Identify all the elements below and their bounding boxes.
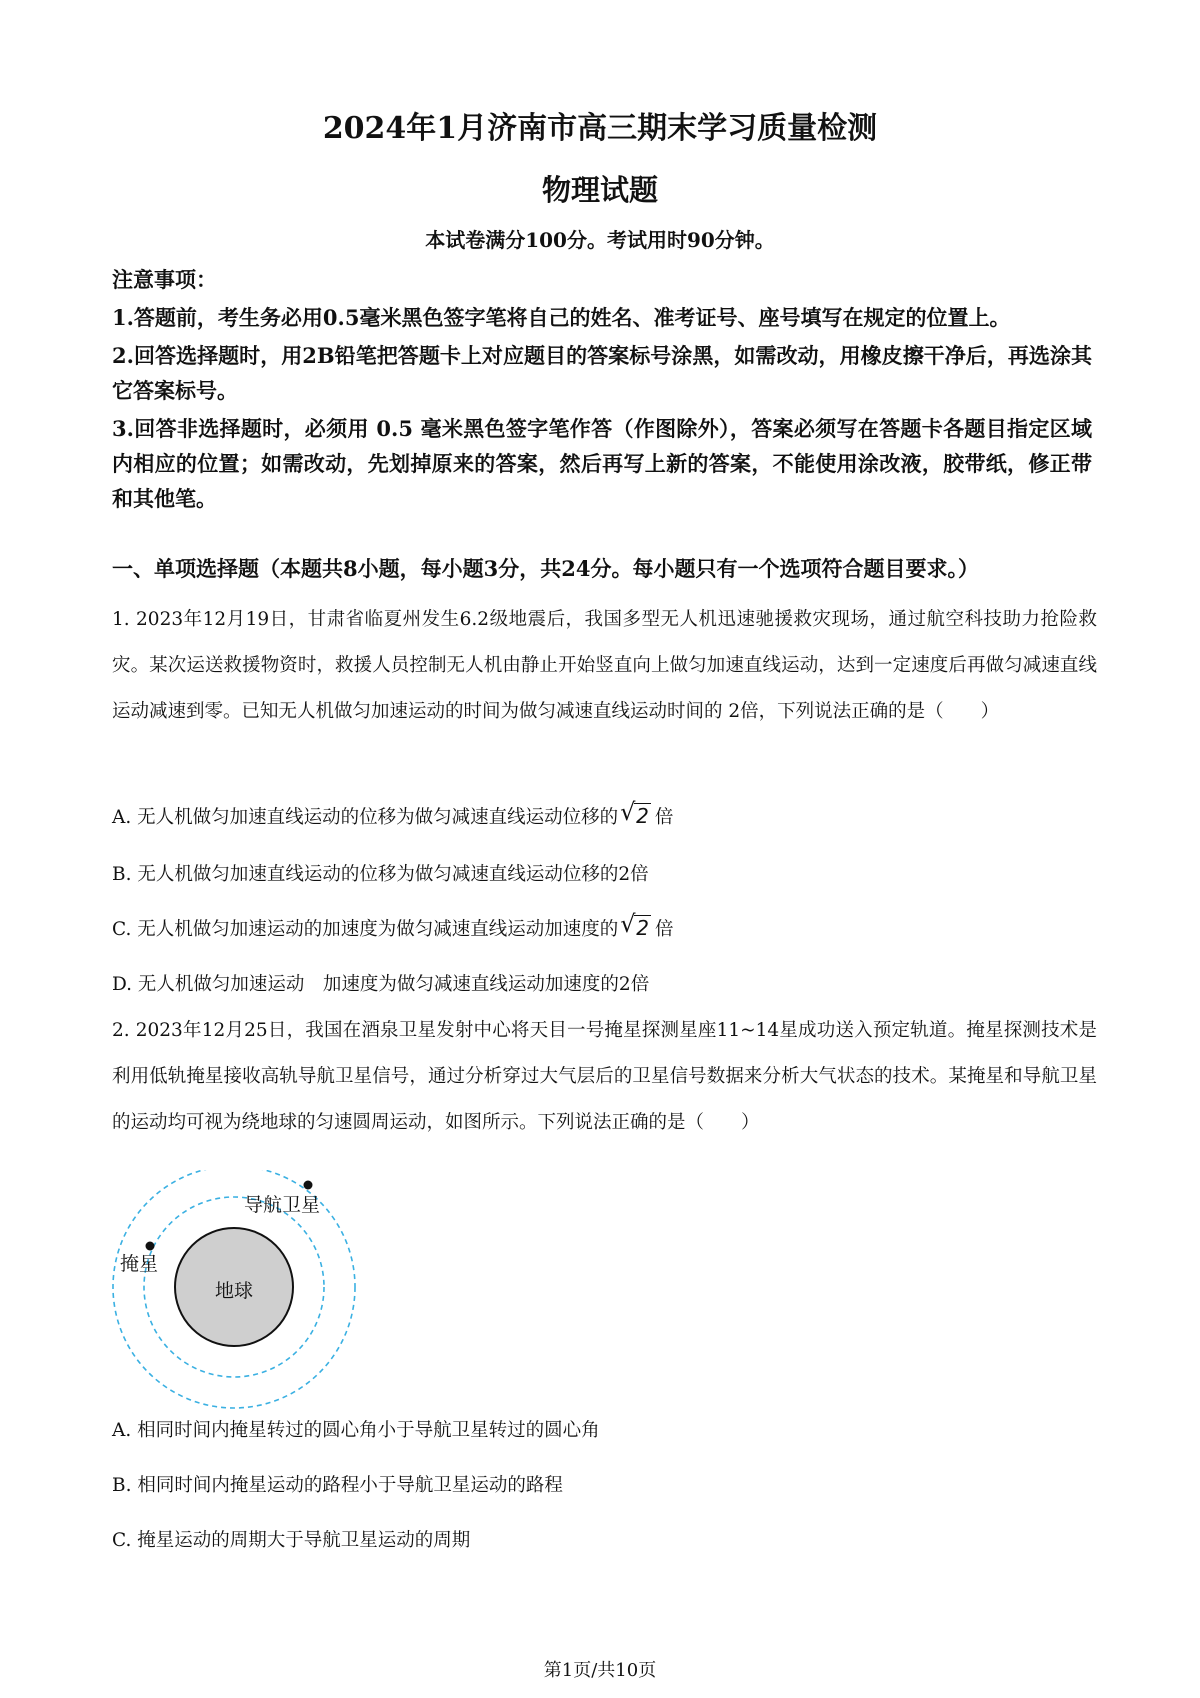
q1-option-d: D. 无人机做匀加速运动 加速度为做匀减速直线运动加速度的2倍 — [112, 974, 650, 995]
orbit-diagram — [108, 1170, 368, 1410]
notes-block — [112, 262, 1092, 519]
note-item-2: 2.回答选择题时，用2B铅笔把答题卡上对应题目的答案标号涂黑，如需改动，用橡皮擦干净后，再选涂其它答案标号。 — [112, 343, 1092, 403]
subject-title: 物理试题 — [541, 173, 658, 207]
sqrt-symbol: √ 2 — [620, 910, 649, 940]
occultation-label: 掩星 — [120, 1253, 159, 1275]
exam-title: 2024年1月济南市高三期末学习质量检测 — [322, 111, 878, 146]
notes-heading: 注意事项： — [112, 267, 217, 292]
note-item-1: 1.答题前，考生务必用0.5毫米黑色签字笔将自己的姓名、准考证号、座号填写在规定的位置上。 — [112, 305, 1011, 330]
navigation-satellite-dot — [304, 1181, 313, 1190]
page-footer: 第1页/共10页 — [543, 1660, 657, 1681]
sqrt-symbol: √ 2 — [620, 798, 649, 828]
occultation-satellite-dot — [146, 1242, 155, 1251]
q2-option-c: C. 掩星运动的周期大于导航卫星运动的周期 — [112, 1530, 471, 1551]
note-item-3: 3.回答非选择题时，必须用 0.5 毫米黑色签字笔作答（作图除外），答案必须写在答题卡各题目指定区域内相应的位置；如需改动，先划掉原来的答案，然后再写上新的答案，不能使用涂改液，胶带纸，修正带和其他笔。 — [112, 416, 1092, 511]
q1-option-a-text: A. 无人机做匀加速直线运动的位移为做匀减速直线运动位移的 — [112, 807, 619, 828]
section-heading: 一、单项选择题（本题共8小题，每小题3分，共24分。每小题只有一个选项符合题目要求。） — [112, 556, 979, 581]
question-1-stem: 1. 2023年12月19日，甘肃省临夏州发生6.2级地震后，我国多型无人机迅速驰援救灾现场，通过航空科技助力抢险救灾。某次运送救援物资时，救援人员控制无人机由静止开始竖直向上做匀加速直线运动，达到一定速度后再做匀减速直线运动减速到零。已知无人机做匀加速运动的时间为做匀减速直线运动时间的 2倍，下列说法正确的是（ ） — [112, 609, 1097, 722]
q1-option-c-text: C. 无人机做匀加速运动的加速度为做匀减速直线运动加速度的 — [112, 919, 619, 940]
q1-option-a-suffix: 倍 — [654, 807, 674, 828]
q2-option-b: B. 相同时间内掩星运动的路程小于导航卫星运动的路程 — [112, 1475, 563, 1496]
q1-option-a — [112, 798, 674, 829]
q1-option-c — [112, 910, 674, 941]
exam-info: 本试卷满分100分。考试用时90分钟。 — [425, 228, 775, 252]
navigation-label: 导航卫星 — [244, 1194, 321, 1216]
q2-option-a: A. 相同时间内掩星转过的圆心角小于导航卫星转过的圆心角 — [112, 1420, 600, 1441]
q1-option-b: B. 无人机做匀加速直线运动的位移为做匀减速直线运动位移的2倍 — [112, 864, 649, 885]
q1-option-c-suffix: 倍 — [655, 919, 674, 940]
earth-label: 地球 — [215, 1280, 254, 1302]
question-2-stem: 2. 2023年12月25日，我国在酒泉卫星发射中心将天目一号掩星探测星座11~14星成功送入预定轨道。掩星探测技术是利用低轨掩星接收高轨导航卫星信号，通过分析穿过大气层后的卫星信号数据来分析大气状态的技术。某掩星和导航卫星的运动均可视为绕地球的匀速圆周运动，如图所示。下列说法正确的是（ ） — [112, 1020, 1097, 1133]
